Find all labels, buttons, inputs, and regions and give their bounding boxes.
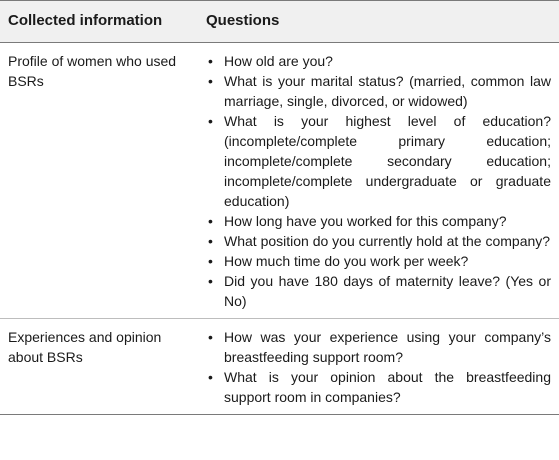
row-profile-info: Profile of women who used BSRs bbox=[8, 53, 177, 89]
list-item bbox=[206, 111, 551, 211]
list-item bbox=[206, 71, 551, 111]
header-row bbox=[0, 1, 559, 43]
question-list bbox=[206, 51, 551, 311]
row-experience-info: Experiences and opinion about BSRs bbox=[8, 329, 162, 365]
table-body bbox=[0, 43, 559, 415]
list-item bbox=[206, 211, 551, 231]
question-text: How much time do you work per week? bbox=[224, 253, 469, 269]
list-item bbox=[206, 51, 551, 71]
row-experience-questions bbox=[198, 319, 559, 415]
table-header bbox=[0, 1, 559, 43]
bullet-icon: • bbox=[208, 273, 213, 289]
list-item bbox=[206, 327, 551, 367]
header-collected-information: Collected information bbox=[0, 1, 198, 43]
question-text: What is your marital status? (married, common law marriage, single, divorced, or widowed) bbox=[224, 73, 551, 109]
list-item bbox=[206, 367, 551, 407]
question-text: How old are you? bbox=[224, 53, 333, 69]
list-item bbox=[206, 251, 551, 271]
question-text: How was your experience using your company’s breastfeeding support room? bbox=[224, 329, 551, 365]
table-row bbox=[0, 43, 559, 319]
bullet-icon: • bbox=[208, 73, 213, 89]
question-list bbox=[206, 327, 551, 407]
header-questions: Questions bbox=[198, 1, 559, 43]
list-item bbox=[206, 231, 551, 251]
bullet-icon: • bbox=[208, 369, 213, 385]
question-text: How long have you worked for this company? bbox=[224, 213, 507, 229]
bullet-icon: • bbox=[208, 329, 213, 345]
bullet-icon: • bbox=[208, 113, 213, 129]
question-text: Did you have 180 days of maternity leave? (Yes or No) bbox=[224, 273, 551, 309]
question-text: What is your opinion about the breastfeeding support room in companies? bbox=[224, 369, 551, 405]
question-text: What is your highest level of education? (incomplete/complete primary education; incomplete/complete secondary education; incomplete/complete undergraduate or graduate education) bbox=[224, 113, 551, 209]
bullet-icon: • bbox=[208, 233, 213, 249]
bullet-icon: • bbox=[208, 253, 213, 269]
bullet-icon: • bbox=[208, 213, 213, 229]
row-profile-questions bbox=[198, 43, 559, 319]
question-text: What position do you currently hold at the company? bbox=[224, 233, 551, 249]
bullet-icon: • bbox=[208, 53, 213, 69]
table-row bbox=[0, 319, 559, 415]
list-item bbox=[206, 271, 551, 311]
